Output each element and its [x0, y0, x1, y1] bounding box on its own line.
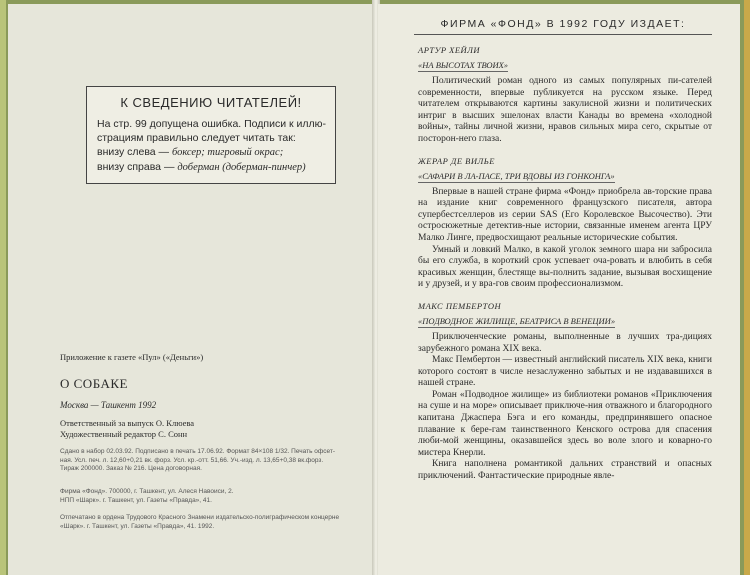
notice-title: К СВЕДЕНИЮ ЧИТАТЕЛЕЙ!: [120, 95, 302, 110]
book-description: Впервые в нашей стране фирма «Фонд» приобрела ав-торские права на издание книг современного французского писателя, автора супербестселлеров из серии SAS (Его Королевское Высочество). Эти остросюжетные детектив-ные истории, связанные именем агента ЦРУ Малко Линге, предвосхищают реальные исторические события. Умный и ловкий Малко, в какой уголок земного шара ни забросила бы его служба, в короткий срок успевает оча-ровать и влюбить в себя красивых женщин, блестяще вы-полнить задание, вызывая восхищение и у друзей, и у вра-гов своим профессионализмом.: [418, 186, 712, 290]
book-author: АРТУР ХЕЙЛИ: [418, 45, 481, 55]
book-entry: [418, 45, 712, 146]
print-details: Сдано в набор 02.03.92. Подписано в печать 17.06.92. Формат 84×108 1/32. Печать офсет- ная. Усл. печ. л. 12,60+0,21 вк. форз. Усл. кр.-отт. 51,66. Уч.-изд. л. 13,65+0,38 вк.форз. Тираж 200000. Заказ № 216. Цена договорная.: [60, 448, 336, 472]
art-editor-line: Художественный редактор С. Сонн: [60, 429, 188, 439]
book-author: ЖЕРАР ДЕ ВИЛЬЕ: [418, 155, 495, 166]
page-edge-left: [0, 0, 6, 575]
notice-line: внизу справа — доберман (доберман-пинчер): [97, 161, 306, 173]
printer-info: Отпечатано в ордена Трудового Красного Знамени издательско-полиграфическом концерне «Шарк». г. Ташкент, ул. Газеты «Правда», 41. 1992.: [60, 514, 340, 530]
page-header: ФИРМА «ФОНД» В 1992 ГОДУ ИЗДАЕТ:: [414, 18, 712, 35]
book-title: «ПОДВОДНОЕ ЖИЛИЩЕ, БЕАТРИСА В ВЕНЕЦИИ»: [418, 315, 616, 326]
book-entry: [418, 301, 712, 483]
book-description: Приключенческие романы, выполненные в лучших тра-дициях зарубежного романа XIX века. Макс Пембертон — известный английский писатель XIX века, книги которого состоят в числе незаслуженно забытых и не издававшихся в нашей стране. Роман «Подводное жилище» из библиотеки романов «Приключения на суше и на море» описывает приключе-ния отважного и благородного капитана Джаспера Бэга и его команды, предпринявшего опасное плавание к бере-гам таинственного Кенского острова для спасения люби-мой женщины, оказавшейся здесь во воле злого и коварно-го мистера Кнерли. Книга наполнена романтикой дальних странствий и опасных приключений. Фантастические природные явле-: [418, 331, 712, 482]
editor-line: Ответственный за выпуск О. Клюева: [60, 418, 195, 428]
left-page: [8, 4, 374, 575]
notice-line: страциям правильно следует читать так:: [97, 132, 296, 144]
firm-address: Фирма «Фонд». 700000, г. Ташкент, ул. Алеся Навоиси, 2. НПП «Шарк». г. Ташкент, ул. Газеты «Правда», 41.: [60, 488, 234, 504]
notice-line: На стр. 99 допущена ошибка. Подписи к иллю-: [97, 118, 326, 130]
book-title: «НА ВЫСОТАХ ТВОИХ»: [418, 60, 509, 70]
book-description: Политический роман одного из самых популярных пи-сателей современности, впервые публикуется на русском языке. Перед читателем открываются картины закулисной жизни и политических интриг в высших эшелонах власти Канады во времена «холодной войны», тайны личной жизни, нравов сильных мира сего, скрытые от посторон-него глаза.: [418, 76, 712, 144]
book-entry: [418, 156, 712, 291]
right-page: [378, 4, 740, 575]
supplement-line: Приложение к газете «Пул» («Деньги»): [60, 352, 204, 362]
book-author: МАКС ПЕМБЕРТОН: [418, 300, 502, 311]
notice-line: внизу слева — боксер; тигровый окрас;: [97, 146, 284, 158]
page-edge-right: [744, 0, 750, 575]
book-title: О СОБАКЕ: [60, 376, 128, 391]
notice-text: [97, 117, 329, 175]
book-title: «САФАРИ В ЛА-ПАСЕ, ТРИ ВДОВЫ ИЗ ГОНКОНГА»: [418, 170, 615, 181]
place-year: Москва — Ташкент 1992: [60, 400, 157, 410]
errata-notice: [86, 86, 336, 184]
